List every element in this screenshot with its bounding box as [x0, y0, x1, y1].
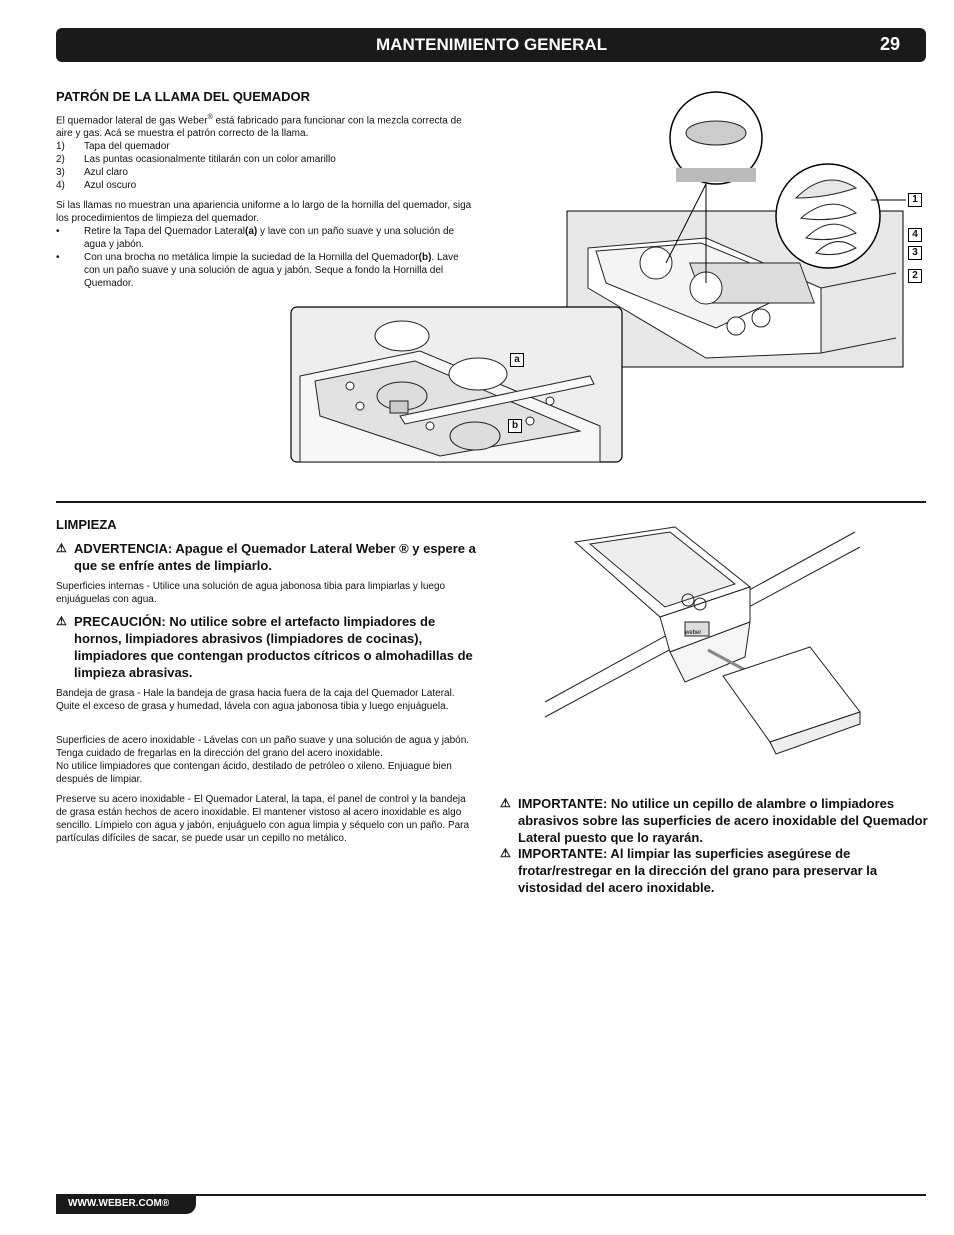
page-number: 29: [879, 34, 900, 54]
bullet-text-part: Retire la Tapa del Quemador Lateral: [84, 226, 246, 238]
list-text: Azul oscuro: [84, 180, 137, 192]
flame-section-title: PATRÓN DE LA LLAMA DEL QUEMADOR: [56, 89, 310, 104]
bullet-ref-a: (a): [245, 226, 258, 238]
callout-3: 3: [908, 246, 922, 260]
page-header: [56, 28, 926, 62]
important-text-1: IMPORTANTE: No utilice un cepillo de alambre o limpiadores abrasivos sobre las superficies de acero inoxidable del Quemador Lateral puesto que lo rayarán.: [518, 796, 928, 845]
callout-a: a: [510, 353, 524, 367]
flame-intro: [56, 111, 476, 140]
registered-mark: ®: [207, 114, 213, 121]
warning-icon: ⚠: [500, 796, 511, 810]
bullet-text-part: Con una brocha no metálica limpie la suciedad de la Hornilla del Quemador: [84, 252, 419, 264]
list-text: Tapa del quemador: [84, 141, 170, 153]
callout-1: 1: [908, 193, 922, 207]
stainless-surfaces-text: [56, 734, 476, 786]
list-number: 3): [56, 167, 65, 179]
bullet-ref-b: (b): [418, 252, 432, 264]
bullet-text-part: . Lave con un paño suave y una solución de agua y jabón. Seque a fondo la Hornilla del Quemador.: [84, 252, 459, 290]
warning-icon: ⚠: [56, 614, 67, 628]
page-title: MANTENIMIENTO GENERAL: [376, 35, 608, 54]
caution-text: PRECAUCIÓN: No utilice sobre el artefacto limpiadores de hornos, limpiadores abrasivos (limpiadores de cocinas), limpiadores que contengan productos cítricos o almohadillas de limpieza abrasivas.: [74, 614, 473, 680]
important-block-1: [500, 795, 930, 846]
warning-icon: ⚠: [56, 541, 67, 555]
important-text-2: IMPORTANTE: Al limpiar las superficies asegúrese de frotar/restregar en la dirección del grano para preservar la vistosidad del acero inoxidable.: [518, 846, 878, 895]
burner-cleaning-illustration: [290, 306, 624, 464]
important-block-2: [500, 845, 930, 896]
warning-block: [56, 540, 476, 574]
grease-tray-illustration: [540, 522, 870, 772]
section-divider: [56, 501, 926, 503]
stainless-para1: Superficies de acero inoxidable - Lávelas con un paño suave y una solución de agua y jabón. Tenga cuidado de fregarlas en la dirección del grano del acero inoxidable.: [56, 735, 470, 759]
list-item: [56, 166, 476, 179]
flame-intro-part2: está fabricado para funcionar con la mezcla correcta de aire y gas. Acá se muestra el patrón correcto de la llama.: [56, 115, 462, 140]
bullet: •: [56, 252, 60, 264]
callout-4: 4: [908, 228, 922, 242]
warning-icon: ⚠: [500, 846, 511, 860]
bullet-text-part: y lave con un paño suave y una solución de agua y jabón.: [84, 226, 455, 251]
callout-b: b: [508, 419, 522, 433]
callout-2: 2: [908, 269, 922, 283]
bullet-item: [56, 225, 476, 251]
flame-intro-part1: El quemador lateral de gas Weber: [56, 115, 208, 127]
cleaning-section-title: LIMPIEZA: [56, 517, 117, 532]
list-item: [56, 153, 476, 166]
bullet-item: [56, 251, 476, 290]
stainless-para2: No utilice limpiadores que contengan ácido, destilado de petróleo o xileno. Enjuague bien después de limpiar.: [56, 761, 452, 785]
list-number: 4): [56, 180, 65, 192]
brand-label: weber: [685, 630, 702, 636]
preserve-stainless-text: Preserve su acero inoxidable - El Quemador Lateral, la tapa, el panel de control y la bandeja de grasa están hechos de acero inoxidable. El mantener vistoso al acero inoxidable es algo sencillo. Límpielo con agua y jabón, enjuáguelo con agua limpia y séquelo con un paño. Para partículas difíciles de sacar, se puede usar un cepillo no metálico.: [56, 794, 470, 844]
list-text: Las puntas ocasionalmente titilarán con un color amarillo: [84, 154, 336, 166]
bullet-text: [84, 225, 476, 251]
footer-tab: [56, 1194, 196, 1214]
footer-url[interactable]: WWW.WEBER.COM®: [68, 1198, 170, 1209]
list-item: [56, 140, 476, 153]
list-item: [56, 179, 476, 192]
list-number: 2): [56, 154, 65, 166]
flame-section-body: [56, 111, 476, 290]
internal-surfaces-text: Superficies internas - Utilice una solución de agua jabonosa tibia para limpiarlas y luego enjuáguelas con agua.: [56, 581, 446, 605]
grease-tray-text: Bandeja de grasa - Hale la bandeja de grasa hacia fuera de la caja del Quemador Lateral. Quite el exceso de grasa y humedad, lávela con agua jabonosa tibia y luego enjuáguela.: [56, 688, 455, 712]
warning-text: ADVERTENCIA: Apague el Quemador Lateral Weber ® y espere a que se enfríe antes de limpiarlo.: [74, 541, 476, 573]
bullet: •: [56, 226, 60, 238]
list-text: Azul claro: [84, 167, 128, 179]
bullet-text: [84, 251, 476, 290]
list-number: 1): [56, 141, 65, 153]
caution-block: [56, 613, 476, 681]
flame-para2: Si las llamas no muestran una apariencia uniforme a lo largo de la hornilla del quemador, siga los procedimientos de limpieza del quemador.: [56, 200, 472, 225]
